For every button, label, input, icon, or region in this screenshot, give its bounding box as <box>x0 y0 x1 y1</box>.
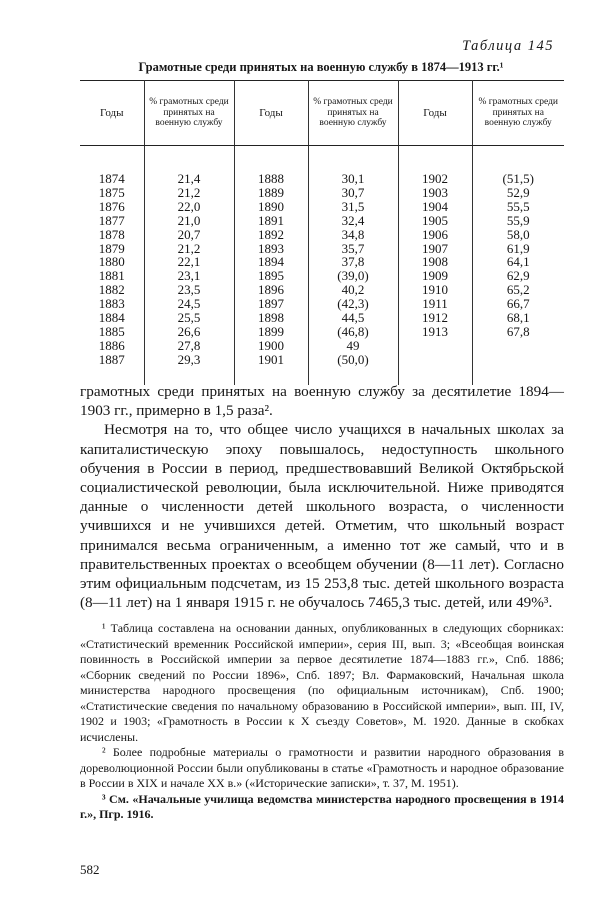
percent-cell: 61,9 <box>506 240 530 256</box>
percent-cell: 40,2 <box>308 283 398 297</box>
year-cell: 1911 <box>398 297 472 311</box>
year-cell: 1887 <box>80 353 144 367</box>
percent-cell: 66,7 <box>506 296 530 312</box>
percent-cell: 22,1 <box>144 255 234 269</box>
table-row <box>80 311 564 325</box>
year-cell: 1878 <box>80 228 144 242</box>
year-cell: 1899 <box>234 325 308 339</box>
table-row <box>80 186 564 200</box>
percent-cell: 31,5 <box>308 200 398 214</box>
percent-cell: 21,2 <box>144 242 234 256</box>
year-cell: 1879 <box>80 242 144 256</box>
page-number: 582 <box>80 862 100 877</box>
percent-cell: 26,6 <box>144 325 234 339</box>
table-row <box>80 200 564 214</box>
year-cell: 1874 <box>80 172 144 186</box>
table-spacer-row <box>80 146 564 173</box>
year-cell: 1884 <box>80 311 144 325</box>
percent-cell: (51,5) <box>502 171 534 186</box>
percent-cell: 64,1 <box>506 254 530 270</box>
year-cell: 1892 <box>234 228 308 242</box>
table-row <box>80 228 564 242</box>
year-cell: 1882 <box>80 283 144 297</box>
footnote: ³ См. «Начальные училища ведомства министерства народного просвещения в 1914 г.», Пгр. 1916. <box>80 791 564 821</box>
percent-cell: 22,0 <box>144 200 234 214</box>
percent-cell: 44,5 <box>308 311 398 325</box>
year-cell: 1877 <box>80 214 144 228</box>
year-cell: 1893 <box>234 242 308 256</box>
year-cell: 1906 <box>398 228 472 242</box>
year-cell <box>398 339 472 353</box>
header-years: Годы <box>234 81 308 146</box>
table-row <box>80 214 564 228</box>
table-label: Таблица 145 <box>462 38 554 54</box>
percent-cell: 49 <box>308 339 398 353</box>
table-row <box>80 325 564 339</box>
year-cell: 1905 <box>398 214 472 228</box>
table-header-row <box>80 81 564 146</box>
percent-cell: 55,9 <box>506 212 530 228</box>
percent-cell: 68,1 <box>506 310 530 326</box>
paragraph: Несмотря на то, что общее число учащихся в начальных школах за капиталистическую эпоху повышалось, недоступность школьного обучения в России в период, предшествовавший Великой Октябрьской социалистической революции, была исключительной. Ниже приводятся данные о численности детей школьного возраста, о численности учившихся и не учившихся детей. Отметим, что школьный возраст принимался весьма ограниченным, а именно тот же самый, что и в правительственных проектах о всеобщем обучении (8—11 лет). Согласно этим официальным подсчетам, из 15 253,8 тыс. детей школьного возраста (8—11 лет) на 1 января 1915 г. не обучалось 7465,3 тыс. детей, или 49%³. <box>80 421 564 612</box>
table-title: Грамотные среди принятых на военную службу в 1874—1913 гг.¹ <box>138 60 504 74</box>
table-row <box>80 297 564 311</box>
table-row <box>80 255 564 269</box>
year-cell: 1909 <box>398 269 472 283</box>
percent-cell: 62,9 <box>506 268 530 284</box>
year-cell: 1912 <box>398 311 472 325</box>
year-cell: 1876 <box>80 200 144 214</box>
year-cell: 1907 <box>398 242 472 256</box>
year-cell: 1886 <box>80 339 144 353</box>
year-cell: 1896 <box>234 283 308 297</box>
percent-cell: 34,8 <box>308 228 398 242</box>
percent-cell: 21,2 <box>144 186 234 200</box>
year-cell: 1895 <box>234 269 308 283</box>
percent-cell: 30,7 <box>308 186 398 200</box>
header-years: Годы <box>398 81 472 146</box>
percent-cell: 23,1 <box>144 269 234 283</box>
header-percent: % грамотных среди принятых на военную службу <box>308 81 398 146</box>
percent-cell: 35,7 <box>308 242 398 256</box>
percent-cell: 21,0 <box>144 214 234 228</box>
year-cell: 1898 <box>234 311 308 325</box>
year-cell: 1902 <box>398 172 472 186</box>
year-cell: 1891 <box>234 214 308 228</box>
percent-cell: 65,2 <box>506 282 530 298</box>
year-cell: 1897 <box>234 297 308 311</box>
percent-cell: 32,4 <box>308 214 398 228</box>
year-cell: 1908 <box>398 255 472 269</box>
literacy-table <box>80 80 564 385</box>
year-cell: 1881 <box>80 269 144 283</box>
paragraph: грамотных среди принятых на военную службу за десятилетие 1894—1903 гг., примерно в 1,5 раза². <box>80 383 564 420</box>
percent-cell: 27,8 <box>144 339 234 353</box>
percent-cell: (42,3) <box>308 297 398 311</box>
body-text <box>80 382 564 612</box>
table-row <box>80 353 564 367</box>
table-body <box>80 146 564 385</box>
table-row <box>80 269 564 283</box>
year-cell: 1900 <box>234 339 308 353</box>
year-cell: 1889 <box>234 186 308 200</box>
table-row <box>80 172 564 186</box>
year-cell: 1890 <box>234 200 308 214</box>
year-cell <box>398 353 472 367</box>
percent-cell: 20,7 <box>144 228 234 242</box>
header-percent: % грамотных среди принятых на военную службу <box>472 81 564 146</box>
percent-cell <box>472 339 564 353</box>
year-cell: 1901 <box>234 353 308 367</box>
footnotes <box>80 621 564 823</box>
year-cell: 1875 <box>80 186 144 200</box>
table-row <box>80 242 564 256</box>
table-row <box>80 339 564 353</box>
year-cell: 1888 <box>234 172 308 186</box>
percent-cell: 29,3 <box>144 353 234 367</box>
percent-cell: (39,0) <box>308 269 398 283</box>
percent-cell: 21,4 <box>144 172 234 186</box>
footnote: ² Более подробные материалы о грамотности и развитии народного образования в дореволюционной России были опубликованы в статье «Грамотность и народное образование в России в XIX и начале XX в.» («Исторические записки», т. 37, М. 1951). <box>80 745 564 790</box>
year-cell: 1913 <box>398 325 472 339</box>
header-years: Годы <box>80 81 144 146</box>
percent-cell: (46,8) <box>308 325 398 339</box>
footnote: ¹ Таблица составлена на основании данных, опубликованных в следующих сборниках: «Статистический временник Российской империи», серия III, вып. 3; «Всеобщая воинская повинность в Российской империи за первое десятилетие 1874—1883 гг.», Спб. 1886; «Сборник сведений по России 1896», Спб. 1897; Вл. Фармаковский, Начальная школа министерства народного просвещения (по официальным источникам), Спб. 1900; «Статистические сведения по начальному образованию в Российской империи», вып. III, IV, 1902 и 1903; «Грамотность в России к X съезду Советов», М. 1920. Данные в скобках исчислены. <box>80 621 564 744</box>
year-cell: 1885 <box>80 325 144 339</box>
year-cell: 1880 <box>80 255 144 269</box>
percent-cell: 37,8 <box>308 255 398 269</box>
percent-cell: 25,5 <box>144 311 234 325</box>
year-cell: 1883 <box>80 297 144 311</box>
table-row <box>80 283 564 297</box>
percent-cell: 52,9 <box>506 184 530 200</box>
percent-cell: 58,0 <box>506 226 530 242</box>
year-cell: 1910 <box>398 283 472 297</box>
year-cell: 1904 <box>398 200 472 214</box>
percent-cell: 67,8 <box>506 323 530 339</box>
percent-cell: 24,5 <box>144 297 234 311</box>
year-cell: 1894 <box>234 255 308 269</box>
percent-cell: 23,5 <box>144 283 234 297</box>
header-percent: % грамотных среди принятых на военную службу <box>144 81 234 146</box>
year-cell: 1903 <box>398 186 472 200</box>
percent-cell <box>472 353 564 367</box>
percent-cell: 55,5 <box>506 198 530 214</box>
percent-cell: 30,1 <box>308 172 398 186</box>
percent-cell: (50,0) <box>308 353 398 367</box>
